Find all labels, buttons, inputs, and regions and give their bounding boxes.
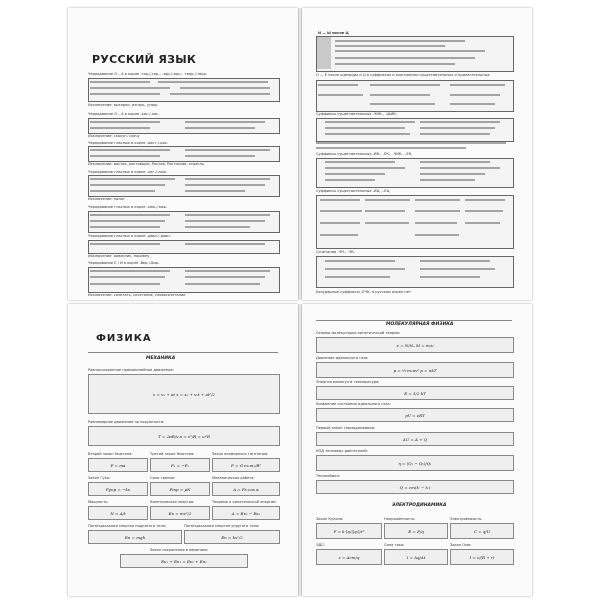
formula-box: ΔU = A + Q bbox=[316, 432, 514, 446]
subtitle-molecular: МОЛЕКУЛЯРНАЯ ФИЗИКА bbox=[386, 322, 454, 327]
formula-box: C = q/U bbox=[450, 523, 514, 539]
section-label: Чередование гласных в корне -лаг-/-лож- bbox=[88, 170, 168, 174]
section-label: Мощность: bbox=[88, 500, 109, 504]
section-label: Механическая работа: bbox=[212, 476, 255, 480]
section-label: Исключение: сочетать, сочетание, словосочетание bbox=[88, 293, 186, 297]
section-label: Давление идеального газа: bbox=[316, 356, 369, 360]
formula-box: Eп = mgh bbox=[88, 530, 182, 544]
page-physics-left bbox=[68, 304, 298, 596]
formula-box: p = ⅓·m₀nv² p = nkT bbox=[316, 362, 514, 378]
formula-box: Eп = kx²/2 bbox=[184, 530, 280, 544]
formula-box: Fупр = −kx bbox=[88, 482, 148, 496]
formula-box: F = ma bbox=[88, 458, 148, 472]
section-label: Безударные суффиксы -ЕЧК- в русском языке нет bbox=[316, 290, 411, 294]
formula-box: v = v₀ + at x = x₀ + v₀t + at²/2 bbox=[88, 374, 280, 414]
section-label: Первый закон термодинамики: bbox=[316, 426, 376, 430]
section-label: Теорема о кинетической энергии: bbox=[212, 500, 277, 504]
section-label: Напряжённость: bbox=[384, 517, 416, 521]
formula-box: Eк = mv²/2 bbox=[150, 506, 210, 520]
section-label: Исключение: скакун, скачу bbox=[88, 134, 140, 138]
section-label: Исключение: полог bbox=[88, 197, 125, 201]
section-label: Исключение: росток, ростовщик, Ростов, Ростислав, отрасль bbox=[88, 162, 204, 166]
formula-box: E = 3/2·kT bbox=[316, 386, 514, 400]
section-label: Чередование гласных в корне -равн-/-ровн- bbox=[88, 234, 171, 238]
formula-box: A = Fs·cos α bbox=[212, 482, 280, 496]
section-label: Кинетическая энергия: bbox=[150, 500, 195, 504]
subtitle-electrodynamics: ЭЛЕКТРОДИНАМИКА bbox=[392, 503, 447, 508]
formula-box: Fтр = μN bbox=[150, 482, 210, 496]
formula-box: Eк₁ + Eп₁ = Eк₂ + Eп₂ bbox=[120, 554, 248, 568]
section-header: И — Ы после Ц bbox=[318, 31, 349, 35]
formula-box: I = Δq/Δt bbox=[384, 549, 448, 565]
section-label: Основы молекулярно-кинетической теории: bbox=[316, 331, 401, 335]
formula-box: I = ε/(R + r) bbox=[450, 549, 514, 565]
formula-box: ν = N/Nₐ M = m/ν bbox=[316, 337, 514, 353]
section-label: Исключение: ровесник, поровну bbox=[88, 254, 150, 258]
section-label: Теплообмен: bbox=[316, 474, 341, 478]
section-label: ЭДС: bbox=[316, 543, 326, 547]
section-label: Чередование Е / И в корне -бер-/-бир- bbox=[88, 261, 160, 265]
section-label: О — Ё после шипящих и Ц в суффиксах и окончаниях существительных и прилагательных bbox=[316, 73, 490, 77]
formula-box: A = Eк₂ − Eк₁ bbox=[212, 506, 280, 520]
formula-box: T = 2πR/v a = v²/R = ω²R bbox=[88, 426, 280, 446]
section-label: Закон Гука: bbox=[88, 476, 111, 480]
section-label: Закон сохранения в механике: bbox=[150, 548, 209, 552]
formula-box: F = k·|q₁||q₂|/r² bbox=[316, 523, 382, 539]
section-label: Суффиксы существительных -ИК-, -ЕК-, -ЧИК-, -ЕК- bbox=[316, 152, 413, 156]
formula-box: pV = νRT bbox=[316, 408, 514, 422]
section-label: Уравнение состояния идеального газа: bbox=[316, 402, 391, 406]
section-label: Исключение: выгарки, изгарь, угарь bbox=[88, 103, 158, 107]
section-label: Суффиксы существительных -ЧИК-, -ЩИК- bbox=[316, 112, 397, 116]
section-label: Второй закон Ньютона: bbox=[88, 452, 133, 456]
formula-box: ε = Aст/q bbox=[316, 549, 382, 565]
section-label: Сочетания -ЧН-, -ЧК- bbox=[316, 250, 355, 254]
section-label: Суффиксы существительных -ИЦ-, -ЕЦ- bbox=[316, 189, 391, 193]
section-label: Потенциальная энергия поднятого тела: bbox=[88, 524, 167, 528]
section-label: Равномерное движение по окружности: bbox=[88, 420, 165, 424]
section-label: Закон Кулона: bbox=[316, 517, 344, 521]
section-label: Чередование гласных в корне -мак-/-мок- bbox=[88, 205, 168, 209]
formula-box: Q = cm(t₂ − t₁) bbox=[316, 480, 514, 494]
section-label: Равноускоренное прямолинейное движение: bbox=[88, 368, 174, 372]
formula-box: N = A/t bbox=[88, 506, 148, 520]
formula-box: F = G·m₁m₂/R² bbox=[212, 458, 280, 472]
section-label: Электроёмкость: bbox=[450, 517, 483, 521]
section-label: Закон всемирного тяготения: bbox=[212, 452, 269, 456]
section-label: Сила тока: bbox=[384, 543, 405, 547]
section-label: Сила трения: bbox=[150, 476, 176, 480]
subtitle-mechanics: МЕХАНИКА bbox=[146, 356, 176, 361]
section-label: Потенциальная энергия упругого тела: bbox=[184, 524, 260, 528]
section-label: Третий закон Ньютона: bbox=[150, 452, 195, 456]
section-label: Чередование О – А в корне -гар-/-гор-; -зар-/-зор-; -твар-/-твор- bbox=[88, 72, 208, 76]
page-title-physics: ФИЗИКА bbox=[96, 333, 152, 344]
section-label: КПД тепловых двигателей: bbox=[316, 449, 368, 453]
page-title-russian: РУССКИЙ ЯЗЫК bbox=[92, 53, 197, 66]
formula-box: η = (Q₁ − Q₂)/Q₁ bbox=[316, 455, 514, 471]
section-label: Чередование гласных в корне -раст-/-рос- bbox=[88, 141, 169, 145]
section-label: Чередование О – А в корне -кос-/-кас- bbox=[88, 112, 160, 116]
section-label: Энергия молекул и температура: bbox=[316, 380, 380, 384]
formula-box: E = F/q bbox=[384, 523, 448, 539]
formula-box: F₁ = −F₂ bbox=[150, 458, 210, 472]
section-label: Закон Ома: bbox=[450, 543, 472, 547]
